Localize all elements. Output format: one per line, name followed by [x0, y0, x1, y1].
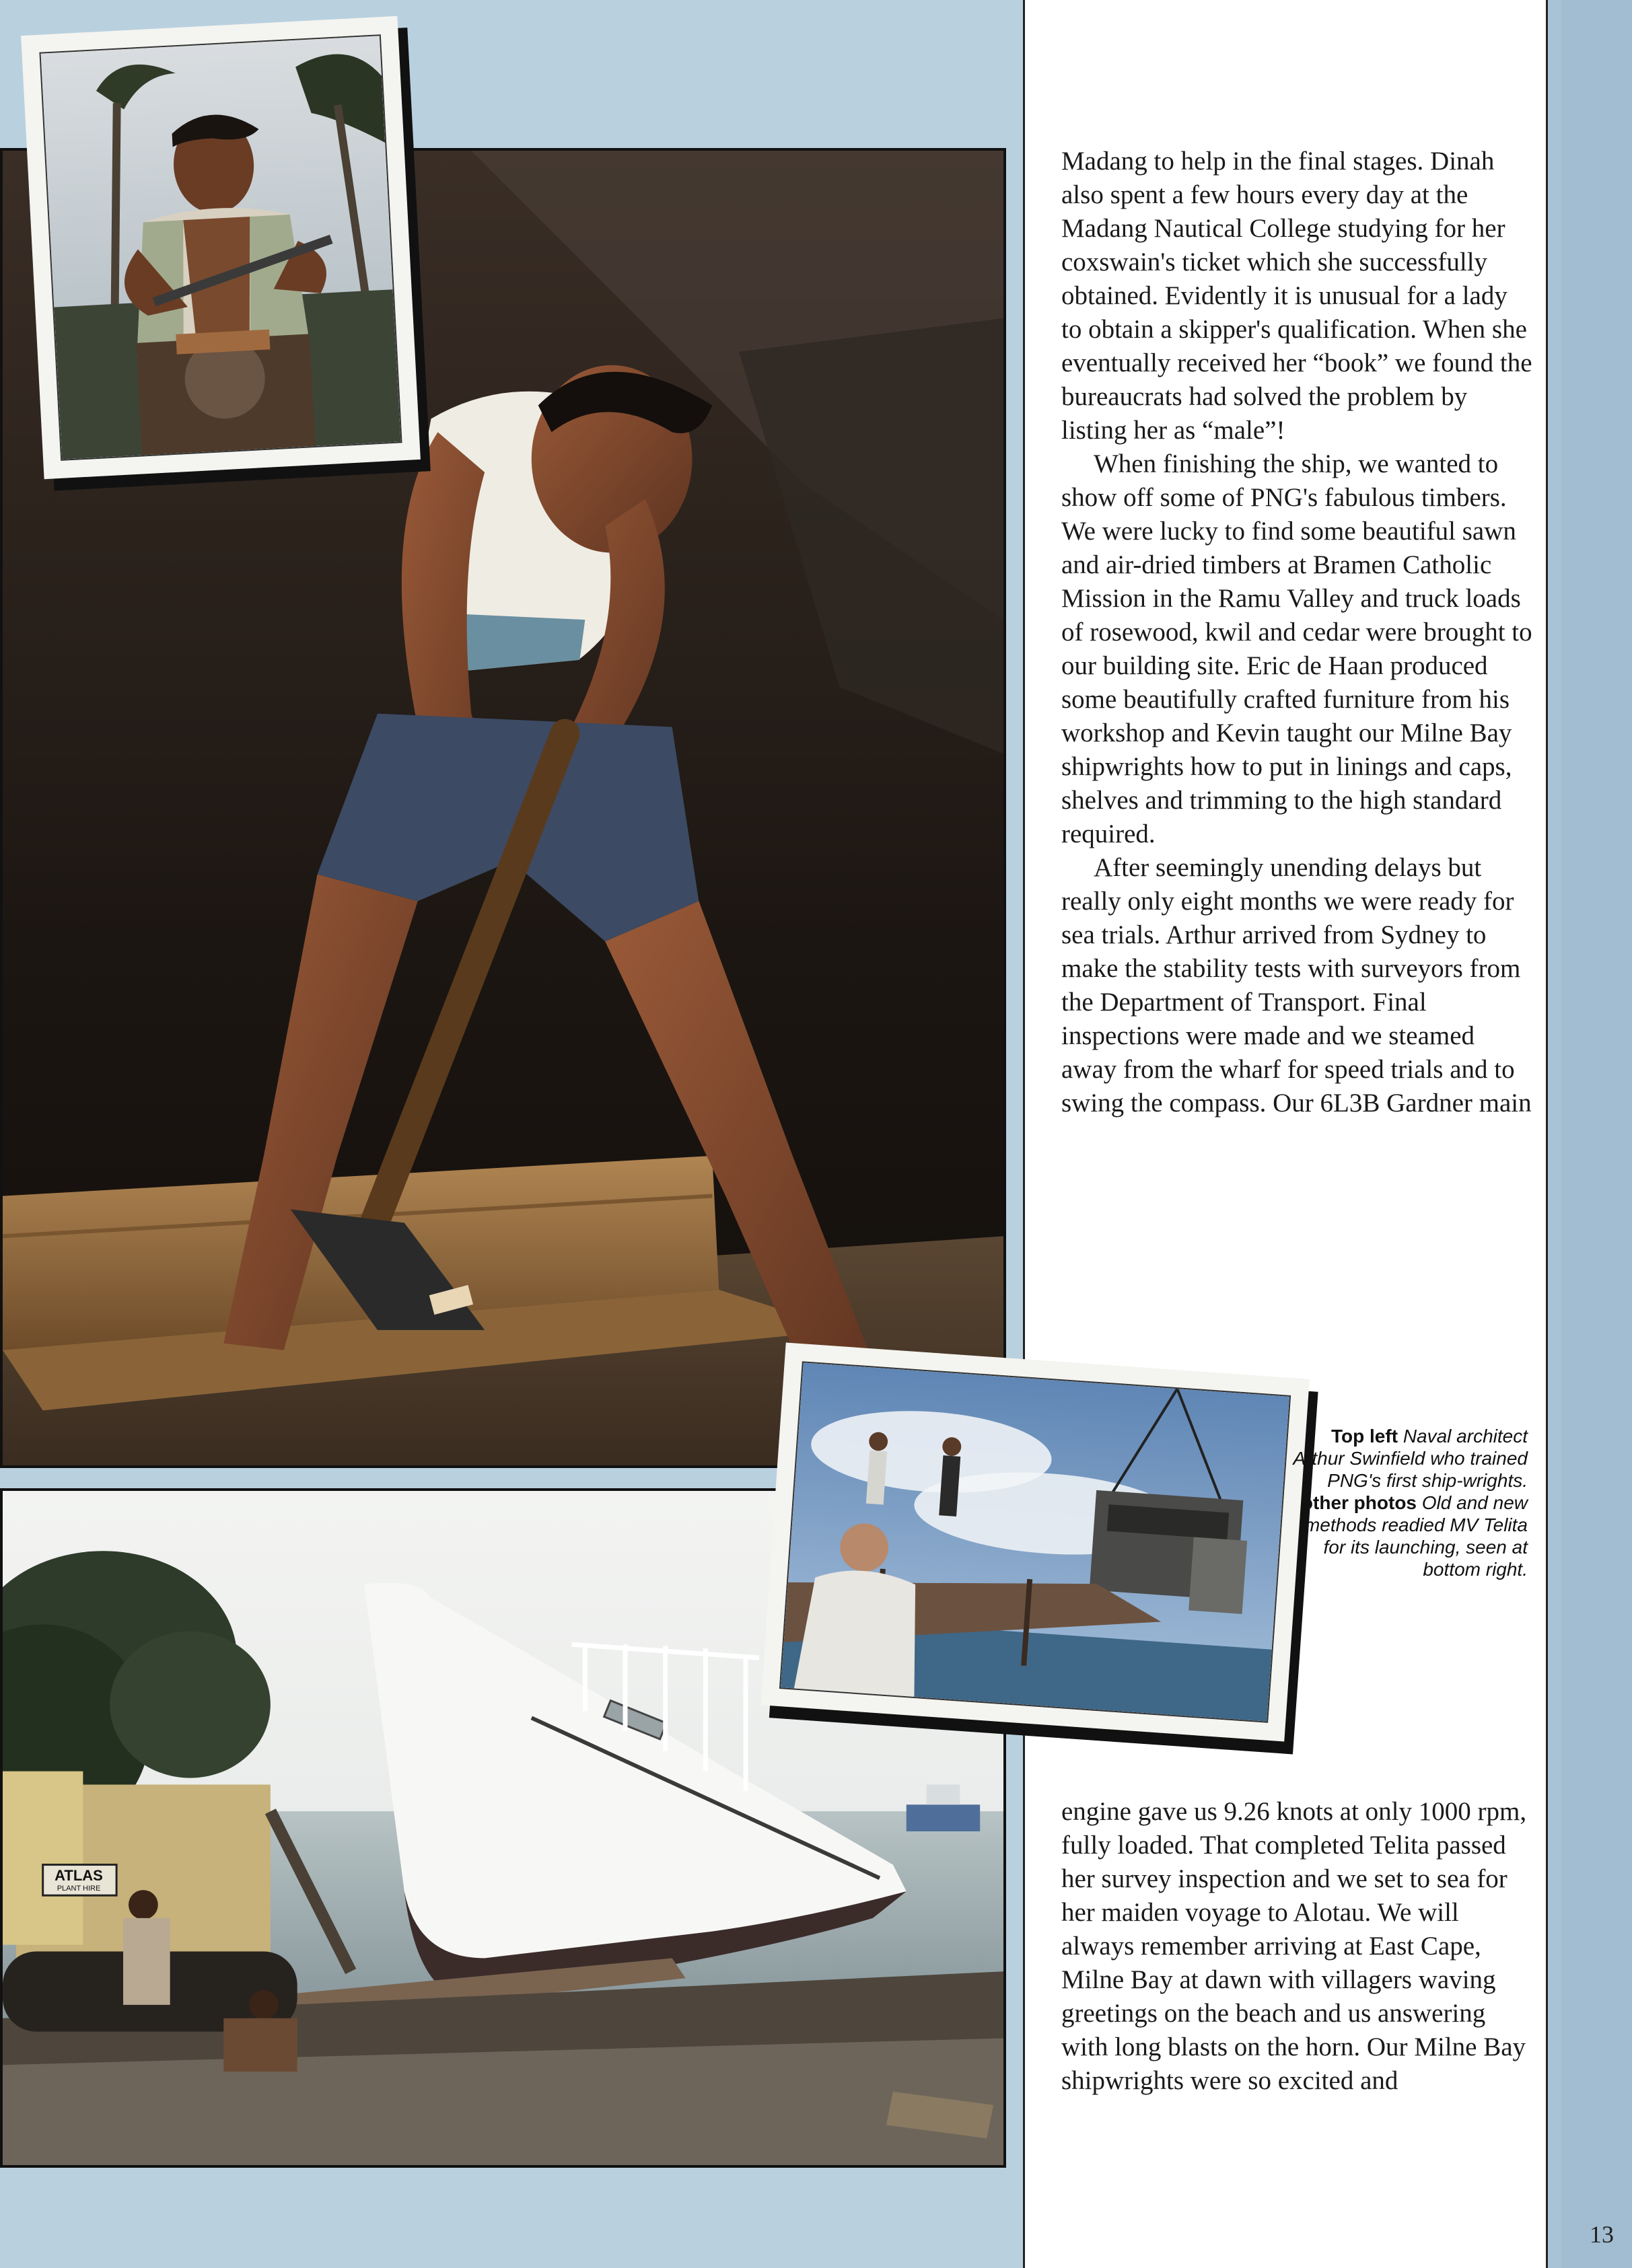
paragraph: Madang to help in the final stages. Dinah also spent a few hours every day at the Madang Nautical College studying for her coxswain's ticket which she successfully obtained. Evidently it is unusual for a lady to obtain a skipper's qualification. When she eventually received her “book” we found the bureaucrats had solved the problem by listing her as “male”! — [1061, 147, 1532, 445]
photo-caption — [1291, 1425, 1528, 1580]
right-margin-strip — [1561, 0, 1632, 2268]
bulldozer-sign-brand: ATLAS — [55, 1867, 103, 1884]
caption-text-top-left: Naval architect Arthur Swinfield who trained PNG's first ship-wrights. — [1293, 1426, 1528, 1491]
caption-label-other-photos: other photos — [1301, 1492, 1422, 1513]
caption-text-other-photos: Old and new methods readied MV Telita for its launching, seen at bottom right. — [1304, 1492, 1528, 1580]
inset-photo-illustration — [781, 1362, 1289, 1721]
paragraph: After seemingly unending delays but really only eight months we were ready for sea trials. Arthur arrived from Sydney to make the stability tests with surveyors from the Department of Transport. Final inspections were made and we steamed away from the wharf for speed trials and to swing the compass. Our 6L3B Gardner main — [1061, 853, 1532, 1118]
article-text-bottom — [1061, 1795, 1532, 2098]
caption-label-top-left: Top left — [1331, 1426, 1403, 1447]
inset-photo-frame — [39, 34, 402, 461]
inset-photo-illustration — [41, 36, 401, 460]
inset-photo-engine-crane — [760, 1342, 1310, 1741]
bulldozer-sign-sub: PLANT HIRE — [57, 1885, 101, 1893]
page-number: 13 — [1590, 2221, 1614, 2248]
inset-photo-naval-architect — [21, 16, 421, 479]
paragraph: When finishing the ship, we wanted to show off some of PNG's fabulous timbers. We were lucky to find some beautiful sawn and air-dried timbers at Bramen Catholic Mission in the Ramu Valley and truck loads of rosewood, kwil and cedar were brought to our building site. Eric de Haan produced some beautifully crafted furniture from his workshop and Kevin taught our Milne Bay shipwrights how to put in linings and caps, shelves and trimming to the high standard required. — [1061, 449, 1532, 848]
article-text-top — [1061, 145, 1532, 1120]
bulldozer-sign — [43, 1868, 114, 1899]
inset-photo-frame — [779, 1361, 1291, 1723]
paragraph: engine gave us 9.26 knots at only 1000 rpm, fully loaded. That completed Telita passed her survey inspection and we set to sea for her maiden voyage to Alotau. We will always remember arriving at East Cape, Milne Bay at dawn with villagers waving greetings on the beach and us answering with long blasts on the horn. Our Milne Bay shipwrights were so excited and — [1061, 1797, 1527, 2095]
